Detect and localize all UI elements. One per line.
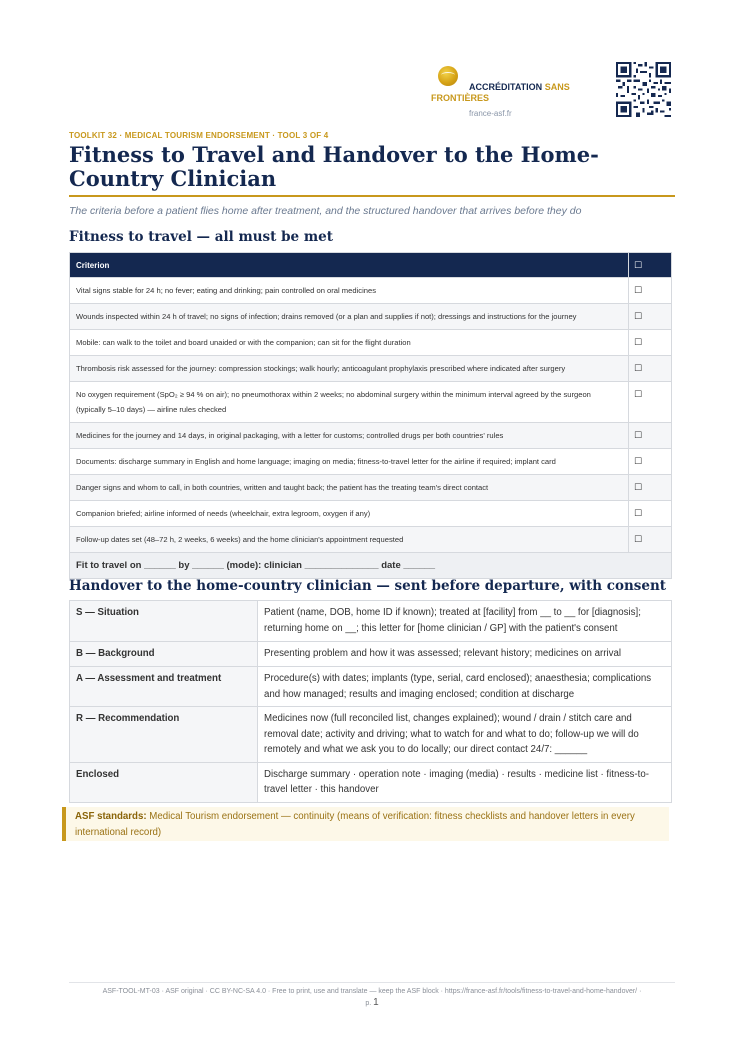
standards-label: ASF standards:	[75, 811, 147, 822]
checkbox[interactable]: ☐	[629, 382, 672, 423]
title-divider	[69, 195, 675, 197]
page-number-prefix: p.	[365, 1000, 372, 1007]
brand-name	[431, 82, 591, 104]
page-footer	[69, 986, 675, 1009]
criterion-cell: Companion briefed; airline informed of needs (wheelchair, extra legroom, oxygen if any)	[70, 501, 629, 527]
standards-callout	[62, 807, 669, 841]
criterion-cell: Follow-up dates set (48–72 h, 2 weeks, 6 weeks) and the home clinician's appointment requested	[70, 527, 629, 553]
criterion-cell: Vital signs stable for 24 h; no fever; eating and drinking; pain controlled on oral medicines	[70, 278, 629, 304]
sbar-text: Procedure(s) with dates; implants (type, serial, card enclosed); anaesthesia; complications and how managed; results and imaging enclosed; condition at discharge	[258, 667, 672, 707]
table-row	[70, 382, 672, 423]
table-row	[70, 356, 672, 382]
criterion-cell: Thrombosis risk assessed for the journey: compression stockings; walk hourly; anticoagulant prophylaxis prescribed where indicated after surgery	[70, 356, 629, 382]
sbar-text: Discharge summary · operation note · imaging (media) · results · medicine list · fitness-to-travel letter · this handover	[258, 762, 672, 802]
checkbox[interactable]: ☐	[629, 330, 672, 356]
criterion-cell: No oxygen requirement (SpO₂ ≥ 94 % on air); no pneumothorax within 2 weeks; no abdominal surgery within the minimum interval agreed by the surgeon (typically 5–10 days) — airline rules checked	[70, 382, 629, 423]
sbar-text: Patient (name, DOB, home ID if known); treated at [facility] from __ to __ for [diagnosis]; returning home on __; this letter for [home clinician / GP] with the patient's consent	[258, 601, 672, 642]
table-row	[70, 707, 672, 763]
checkbox[interactable]: ☐	[629, 501, 672, 527]
checkbox[interactable]: ☐	[629, 475, 672, 501]
check-column-header: ☐	[629, 253, 672, 278]
sbar-label: Enclosed	[70, 762, 258, 802]
brand-url: france-asf.fr	[469, 109, 512, 118]
table-header-row	[70, 253, 672, 278]
table-row	[70, 762, 672, 802]
sbar-label: B — Background	[70, 642, 258, 667]
signoff-line[interactable]: Fit to travel on ______ by ______ (mode): clinician ______________ date ______	[70, 553, 672, 579]
table-row	[70, 304, 672, 330]
checkbox[interactable]: ☐	[629, 527, 672, 553]
signoff-row	[70, 553, 672, 579]
toolkit-label: TOOLKIT 32 · MEDICAL TOURISM ENDORSEMENT · TOOL 3 OF 4	[69, 131, 329, 140]
table-row	[70, 527, 672, 553]
table-row	[70, 449, 672, 475]
sbar-text: Presenting problem and how it was assessed; relevant history; medicines on arrival	[258, 642, 672, 667]
page-number: 1	[373, 997, 379, 1008]
table-row	[70, 423, 672, 449]
sbar-label: S — Situation	[70, 601, 258, 642]
criterion-cell: Medicines for the journey and 14 days, in original packaging, with a letter for customs; controlled drugs per both countries' rules	[70, 423, 629, 449]
table-row	[70, 475, 672, 501]
table-row	[70, 330, 672, 356]
brand-name-part2: SANS FRONTIÈRES	[431, 82, 570, 103]
sbar-label: R — Recommendation	[70, 707, 258, 763]
standards-text: Medical Tourism endorsement — continuity (means of verification: fitness checklists and handover letters in every international record)	[75, 811, 635, 838]
page-title: Fitness to Travel and Handover to the Home-Country Clinician	[69, 142, 599, 191]
fitness-checklist-table	[69, 252, 672, 579]
table-row	[70, 642, 672, 667]
criterion-cell: Documents: discharge summary in English and home language; imaging on media; fitness-to-travel letter for the airline if required; implant card	[70, 449, 629, 475]
asf-logo-arc	[441, 72, 455, 78]
criterion-cell: Mobile: can walk to the toilet and board unaided or with the companion; can sit for the flight duration	[70, 330, 629, 356]
footer-text: ASF-TOOL-MT-03 · ASF original · CC BY-NC-SA 4.0 · Free to print, use and translate — keep the ASF block · https://france-asf.fr/tools/fitness-to-travel-and-home-handover/ ·	[102, 988, 642, 995]
checkbox[interactable]: ☐	[629, 304, 672, 330]
checkbox[interactable]: ☐	[629, 356, 672, 382]
page-subtitle: The criteria before a patient flies home after treatment, and the structured handover that arrives before they do	[69, 205, 582, 217]
table-row	[70, 278, 672, 304]
fitness-heading: Fitness to travel — all must be met	[69, 229, 333, 245]
sbar-text: Medicines now (full reconciled list, changes explained); wound / drain / stitch care and removal date; activity and driving; what to watch for and what to do; follow-up we will do remotely and what we ask you to do locally; our direct contact 24/7: ______	[258, 707, 672, 763]
criterion-column-header: Criterion	[70, 253, 629, 278]
checkbox[interactable]: ☐	[629, 449, 672, 475]
checkbox[interactable]: ☐	[629, 278, 672, 304]
qr-code	[616, 62, 671, 117]
sbar-label: A — Assessment and treatment	[70, 667, 258, 707]
handover-sbar-table	[69, 600, 672, 803]
brand-name-part1: ACCRÉDITATION	[469, 82, 543, 92]
table-row	[70, 501, 672, 527]
criterion-cell: Danger signs and whom to call, in both countries, written and taught back; the patient has the treating team's direct contact	[70, 475, 629, 501]
checkbox[interactable]: ☐	[629, 423, 672, 449]
handover-heading: Handover to the home-country clinician — sent before departure, with consent	[69, 578, 667, 594]
table-row	[70, 601, 672, 642]
footer-divider	[69, 982, 675, 983]
criterion-cell: Wounds inspected within 24 h of travel; no signs of infection; drains removed (or a plan and supplies if not); dressings and instructions for the journey	[70, 304, 629, 330]
table-row	[70, 667, 672, 707]
